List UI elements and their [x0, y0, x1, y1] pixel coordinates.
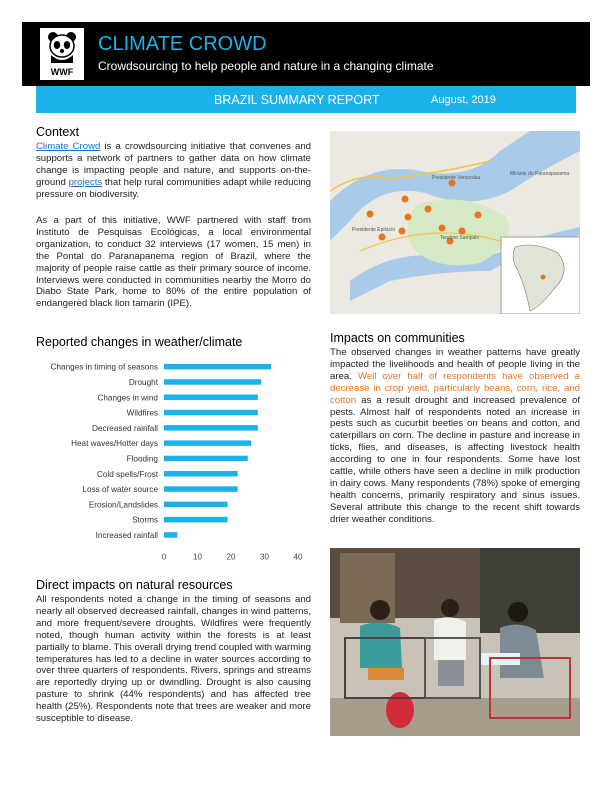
- x-tick-label: 0: [161, 552, 167, 562]
- community-photo: [330, 548, 580, 736]
- weather-changes-chart: [30, 352, 315, 567]
- crop-yield-highlight: Well over half of respondents have observed a decrease in crop yield, particularly beans, corn, rice, and cotton: [330, 370, 580, 406]
- natural-paragraph: All respondents noted a change in the timing of seasons and nearly all observed decreased rainfall, changes in wind patterns, and more frequent/severe droughts. Wildfires were frequently noted, though human activity within the forests is at least partially to blame. This overall drying trend coupled with warming temperatures has led to a decline in water sources according to over three quarters of respondents. Rivers, springs and streams are reportedly drying up or dwindling. Drought is also causing pasture to shrink (44% respondents) and has affected tree health (25%). Respondents note that trees are weaker and more susceptible to disease.: [36, 594, 311, 725]
- context-paragraph-2: As a part of this initiative, WWF partnered with staff from Instituto de Pesquisas Ecológicas, a local environmental organization, to conduct 32 interviews (17 women, 15 men) in the Pontal do Paranapanema region of Brazil, where the majority of people raise cattle as their primary source of income. Interviews were conducted in communities nearby the Morro do Diabo State Park, home to 80% of the entire population of endangered black lion tamarin (IPE).: [36, 215, 311, 310]
- region-map: [330, 131, 580, 314]
- x-tick-label: 30: [260, 552, 269, 562]
- natural-heading: Direct impacts on natural resources: [36, 578, 233, 592]
- panda-icon: [45, 31, 79, 63]
- projects-link[interactable]: projects: [68, 176, 103, 188]
- category-label: Changes in timing of seasons: [50, 362, 158, 372]
- bar: [164, 425, 258, 431]
- report-label: BRAZIL SUMMARY REPORT: [214, 93, 380, 107]
- logo-text: WWF: [50, 67, 74, 77]
- bar: [164, 532, 177, 538]
- category-label: Loss of water source: [82, 485, 158, 495]
- category-label: Erosion/Landslides: [88, 500, 158, 510]
- category-label: Flooding: [126, 454, 158, 464]
- map-label: Mirante do Paranapanema: [510, 171, 570, 177]
- category-label: Decreased rainfall: [92, 423, 158, 433]
- climate-crowd-link[interactable]: Climate Crowd: [36, 141, 101, 152]
- bar: [164, 364, 271, 370]
- page-subtitle: Crowdsourcing to help people and nature in a changing climate: [98, 59, 434, 73]
- category-label: Wildfires: [126, 408, 158, 418]
- bar: [164, 456, 248, 462]
- bar: [164, 486, 238, 492]
- bar: [164, 379, 261, 385]
- x-tick-label: 20: [226, 552, 236, 562]
- communities-paragraph: The observed changes in weather patterns have greatly impacted the livelihoods and health of people living in the area. Well over half of respondents have observed a decrease in crop yield, particularly beans, corn, rice, and cotton as a result drought and increased prevalence of pests. Almost half of respondents noted an increase in pests such as cucurbit beetles on beans and cotton, and caterpillars on corn. The decline in pasture and increase in ticks, flies, and diseases, is affecting livestock health according to one in four respondents. Some have lost cattle, while others have seen a decline in milk production in dairy cows. Many respondents (78%) spoke of emerging health concerns, primarily respiratory and sinus issues. Several attribute this change to the recent shift towards drier weather conditions.: [330, 347, 580, 525]
- report-bar: [36, 86, 576, 113]
- bar: [164, 517, 228, 523]
- page-title: CLIMATE CROWD: [98, 33, 267, 55]
- map-label: Presidente Epitácio: [352, 227, 396, 233]
- map-label: Teodoro Sampaio: [440, 235, 480, 241]
- wwf-logo: [40, 28, 84, 80]
- communities-heading: Impacts on communities: [330, 331, 465, 345]
- category-label: Drought: [128, 377, 158, 387]
- header-band: [22, 22, 590, 86]
- category-label: Heat waves/Hotter days: [71, 439, 158, 449]
- category-label: Changes in wind: [97, 393, 158, 403]
- context-paragraph-1: Climate Crowd is a crowdsourcing initiative that convenes and supports a network of partners to gather data on how climate change is impacting people and nature, and supports on-the-ground projects that help rural communities adapt while reducing pressure on biodiversity.: [36, 141, 311, 200]
- bar: [164, 395, 258, 401]
- category-label: Increased rainfall: [95, 530, 158, 540]
- category-label: Storms: [132, 515, 158, 525]
- category-label: Cold spells/Frost: [97, 469, 158, 479]
- map-label: Presidente Venceslau: [432, 175, 481, 181]
- x-tick-label: 10: [193, 552, 202, 562]
- context-heading: Context: [36, 125, 80, 139]
- bar: [164, 502, 228, 508]
- report-date: August, 2019: [431, 94, 496, 106]
- bar: [164, 410, 258, 416]
- chart-title: Reported changes in weather/climate: [36, 335, 243, 349]
- bar: [164, 471, 238, 477]
- x-tick-label: 40: [293, 552, 303, 562]
- bar: [164, 440, 251, 446]
